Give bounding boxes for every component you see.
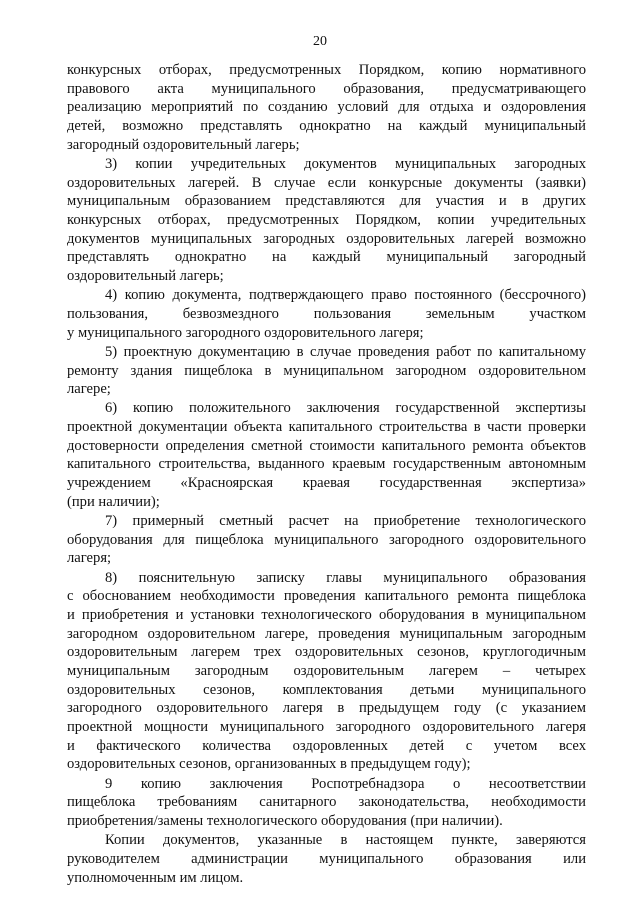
text-line: пользования, безвозмездного пользования земельным участком — [67, 305, 586, 322]
text-line: и фактического количества оздоровленных детей с учетом всех — [67, 737, 586, 754]
text-line: оздоровительным лагерем трех оздоровительных сезонов, круглогодичным — [67, 644, 586, 661]
text-line: (при наличии); — [67, 493, 160, 510]
paragraph — [67, 286, 586, 342]
text-line: ремонту здания пищеблока в муниципальном загородном оздоровительном — [67, 362, 586, 379]
text-line: приобретения/замены технологического оборудования (при наличии). — [67, 813, 503, 829]
paragraph — [67, 399, 586, 511]
text-line: руководителем администрации муниципального образования или — [67, 850, 586, 867]
text-line: представлять однократно на каждый муниципальный загородный — [67, 249, 586, 266]
text-line: проектной документации объекта капитального строительства в части проверки — [67, 419, 586, 436]
text-line: 5) проектную документацию в случае проведения работ по капитальному — [105, 343, 586, 360]
text-line: муниципальным образованием представляются для участия и в других — [67, 193, 586, 210]
text-line: достоверности определения сметной стоимости капитального ремонта объектов — [67, 437, 586, 454]
paragraph — [67, 831, 586, 887]
text-line: проектной мощности муниципального загородного оздоровительного лагеря — [67, 719, 586, 736]
text-line: 3) копии учредительных документов муниципальных загородных — [105, 155, 586, 172]
paragraph — [67, 343, 586, 399]
text-line: учреждением «Красноярская краевая государственная экспертиза» — [67, 475, 586, 492]
page-number: 20 — [313, 34, 327, 49]
text-line: капитального строительства, выданного краевым государственным автономным — [67, 456, 586, 473]
paragraph — [67, 569, 586, 775]
text-line: 7) примерный сметный расчет на приобретение технологического — [105, 513, 586, 529]
paragraph — [67, 155, 586, 286]
text-line: уполномоченным им лицом. — [67, 869, 244, 886]
text-line: 8) пояснительную записку главы муниципального образования — [105, 569, 586, 586]
text-line: документов муниципальных загородных оздоровительных лагерей возможно — [67, 230, 586, 247]
text-line: оздоровительных сезонов, комплектования детьми муниципального — [67, 681, 586, 698]
text-line: конкурсных отборах, предусмотренных Порядком, копию нормативного — [67, 62, 586, 78]
text-line: с обоснованием необходимости проведения капитального ремонта пищеблока — [67, 588, 586, 605]
text-line: детей, возможно представлять однократно на каждый муниципальный — [67, 118, 586, 135]
text-line: пищеблока требованиям санитарного законодательства, необходимости — [67, 794, 586, 811]
text-line: 4) копию документа, подтверждающего право постоянного (бессрочного) — [105, 287, 586, 304]
text-line: загородного оздоровительного лагеря в предыдущем году (с указанием — [67, 700, 586, 717]
text-line: оздоровительных лагерей. В случае если конкурсные документы (заявки) — [67, 174, 586, 191]
text-line: 9 копию заключения Роспотребнадзора о несоответствии — [105, 775, 586, 792]
text-line: оздоровительных сезонов, организованных в предыдущем году); — [67, 756, 471, 773]
text-line: оборудования для пищеблока муниципального загородного оздоровительного — [67, 531, 586, 548]
text-line: лагере; — [67, 381, 111, 398]
paragraph — [67, 775, 586, 831]
text-line: конкурсных отборах, предусмотренных Порядком, копии учредительных — [67, 212, 586, 228]
text-line: оздоровительный лагерь; — [67, 268, 224, 285]
text-line: реализацию мероприятий по созданию условий для отдыха и оздоровления — [67, 99, 586, 116]
paragraph — [67, 512, 586, 568]
text-line: правового акта муниципального образования, предусматривающего — [67, 80, 586, 97]
text-line: загородном оздоровительном лагере, проведения муниципальным загородным — [67, 625, 586, 642]
text-line: Копии документов, указанные в настоящем пункте, заверяются — [105, 832, 586, 849]
text-line: у муниципального загородного оздоровительного лагеря; — [67, 324, 424, 341]
text-line: и приобретения и установки технологического оборудования в муниципальном — [67, 606, 586, 623]
paragraph — [67, 61, 586, 154]
text-line: загородный оздоровительный лагерь; — [67, 136, 300, 153]
text-line: лагеря; — [67, 550, 112, 567]
text-line: муниципальным загородным оздоровительным лагерем – четырех — [67, 663, 586, 679]
text-line: 6) копию положительного заключения государственной экспертизы — [105, 400, 586, 417]
document-body — [67, 61, 586, 888]
